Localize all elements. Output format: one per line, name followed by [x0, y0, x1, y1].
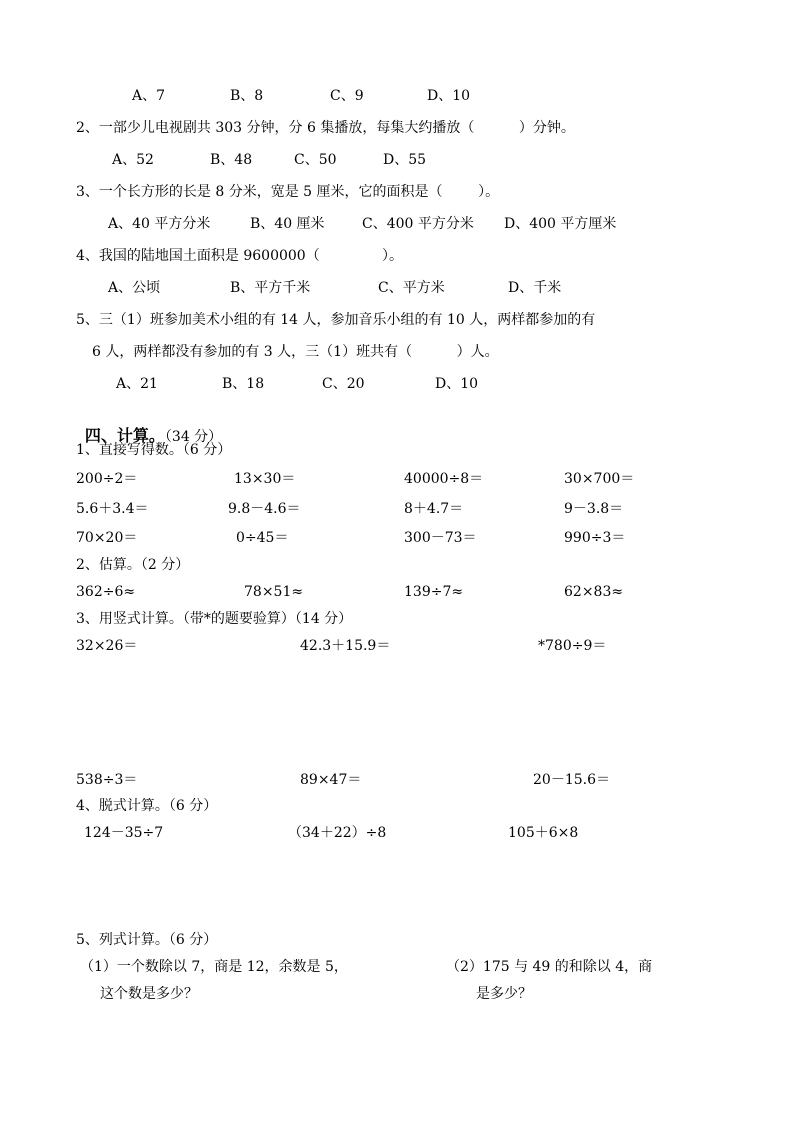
s2-item-2: 78×51≈ — [244, 584, 304, 600]
q4-text: 4、我国的陆地国土面积是 9600000（ ）。 — [76, 248, 404, 264]
s3-r2-c1: 538÷3＝ — [76, 772, 138, 788]
q4-option-d: D、千米 — [508, 280, 562, 296]
s4-heading: 4、脱式计算。（6 分） — [76, 798, 218, 814]
q4-option-c: C、平方米 — [378, 280, 445, 296]
s5-problem-2-line1: （2）175 与 49 的和除以 4，商 — [446, 959, 653, 975]
s2-item-1: 362÷6≈ — [76, 584, 136, 600]
q1-option-d: D、10 — [427, 88, 471, 104]
s1-r1-c1: 200÷2＝ — [76, 471, 138, 487]
s3-r2-c2: 89×47＝ — [300, 772, 362, 788]
s1-heading: 1、直接写得数。（6 分） — [76, 442, 232, 458]
q2-text: 2、一部少儿电视剧共 303 分钟，分 6 集播放，每集大约播放（ ）分钟。 — [76, 120, 575, 136]
s1-r2-c4: 9－3.8＝ — [564, 501, 624, 517]
q5-option-c: C、20 — [322, 376, 365, 392]
s1-r3-c4: 990÷3＝ — [564, 530, 626, 546]
s5-problem-1-line1: （1）一个数除以 7，商是 12，余数是 5， — [80, 959, 348, 975]
q4-option-b: B、平方千米 — [230, 280, 311, 296]
s4-item-2: （34＋22）÷8 — [288, 825, 387, 841]
q3-option-c: C、400 平方分米 — [362, 216, 474, 232]
q3-option-b: B、40 厘米 — [250, 216, 325, 232]
s5-problem-2-line2: 是多少？ — [476, 986, 532, 1002]
q5-text-line1: 5、三（1）班参加美术小组的有 14 人，参加音乐小组的有 10 人，两样都参加的有 — [76, 312, 596, 328]
s1-r1-c3: 40000÷8＝ — [404, 471, 484, 487]
s5-heading: 5、列式计算。（6 分） — [76, 932, 218, 948]
q1-option-c: C、9 — [330, 88, 364, 104]
s3-r1-c2: 42.3＋15.9＝ — [300, 638, 391, 654]
s1-r3-c2: 0÷45＝ — [236, 530, 289, 546]
q5-text-line2: 6 人，两样都没有参加的有 3 人，三（1）班共有（ ）人。 — [92, 344, 499, 360]
s4-item-1: 124－35÷7 — [84, 825, 164, 841]
q2-option-d: D、55 — [383, 152, 427, 168]
q1-option-b: B、8 — [230, 88, 264, 104]
q5-option-a: A、21 — [116, 376, 158, 392]
s1-r2-c3: 8＋4.7＝ — [404, 501, 464, 517]
s1-r2-c1: 5.6＋3.4＝ — [76, 501, 149, 517]
s1-r3-c3: 300－73＝ — [404, 530, 477, 546]
q1-option-a: A、7 — [132, 88, 166, 104]
q3-option-a: A、40 平方分米 — [108, 216, 211, 232]
s1-r2-c2: 9.8－4.6＝ — [228, 501, 301, 517]
s1-r1-c2: 13×30＝ — [234, 471, 296, 487]
section-4-title: 四、计算。 — [84, 426, 165, 445]
s3-r2-c3: 20－15.6＝ — [533, 772, 610, 788]
s5-problem-1-line2: 这个数是多少？ — [100, 986, 198, 1002]
s2-heading: 2、估算。（2 分） — [76, 557, 190, 573]
q2-option-a: A、52 — [112, 152, 154, 168]
section-4-score: （34 分） — [164, 429, 223, 445]
q3-option-d: D、400 平方厘米 — [504, 216, 617, 232]
s4-item-3: 105＋6×8 — [508, 825, 579, 841]
s2-item-4: 62×83≈ — [564, 584, 624, 600]
s3-r1-c3: *780÷9＝ — [538, 638, 607, 654]
q5-option-b: B、18 — [222, 376, 265, 392]
s2-item-3: 139÷7≈ — [404, 584, 464, 600]
s1-r1-c4: 30×700＝ — [564, 471, 635, 487]
s3-r1-c1: 32×26＝ — [76, 638, 138, 654]
q3-text: 3、一个长方形的长是 8 分米，宽是 5 厘米，它的面积是（ ）。 — [76, 184, 500, 200]
q2-option-c: C、50 — [294, 152, 337, 168]
s3-heading: 3、用竖式计算。（带*的题要验算）（14 分） — [76, 611, 353, 627]
q2-option-b: B、48 — [210, 152, 253, 168]
q4-option-a: A、公顷 — [108, 280, 161, 296]
q5-option-d: D、10 — [435, 376, 479, 392]
s1-r3-c1: 70×20＝ — [76, 530, 138, 546]
